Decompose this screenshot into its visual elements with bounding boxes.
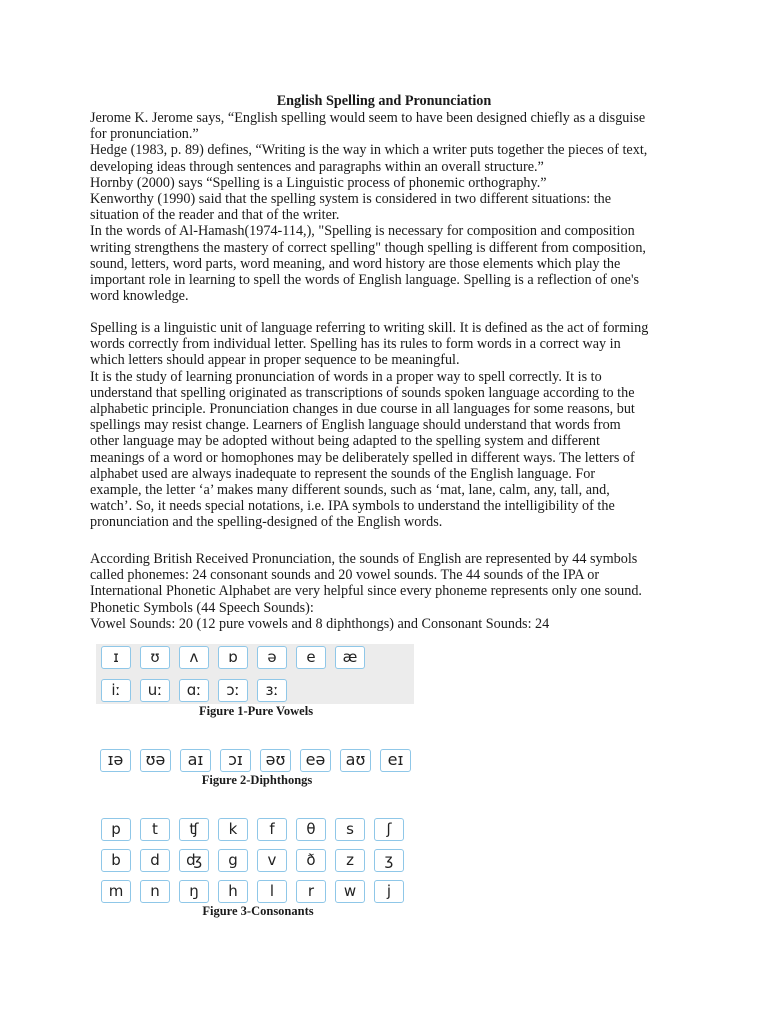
intro-section <box>90 110 650 304</box>
paragraph: Spelling is a linguistic unit of language referring to writing skill. It is defined as the act of forming words correctly from individual letter. Spelling has its rules to form words in a correct way in which letters should appear in proper sequence to be meaningful. <box>90 320 649 369</box>
ipa-symbol: ʊə <box>140 749 171 772</box>
ipa-symbol: j <box>374 880 404 903</box>
ipa-symbol: ʊ <box>140 646 170 669</box>
figure-caption: Figure 3-Consonants <box>202 904 314 918</box>
ipa-symbol: z <box>335 849 365 872</box>
ipa-symbol: f <box>257 818 287 841</box>
ipa-symbol: θ <box>296 818 326 841</box>
ipa-symbol: l <box>257 880 287 903</box>
ipa-symbol: aʊ <box>340 749 371 772</box>
ipa-symbol: r <box>296 880 326 903</box>
ipa-symbol: ɔɪ <box>220 749 251 772</box>
ipa-symbol: ɑː <box>179 679 209 702</box>
ipa-symbol: aɪ <box>180 749 211 772</box>
ipa-symbol: ɜː <box>257 679 287 702</box>
document-title: English Spelling and Pronunciation <box>276 93 492 109</box>
ipa-symbol: t <box>140 818 170 841</box>
ipa-symbol: ʃ <box>374 818 404 841</box>
symbol-row <box>101 679 287 702</box>
symbol-row <box>101 646 365 669</box>
ipa-symbol: b <box>101 849 131 872</box>
symbol-row <box>100 749 411 772</box>
ipa-symbol: h <box>218 880 248 903</box>
ipa-symbol: ə <box>257 646 287 669</box>
ipa-symbol: d <box>140 849 170 872</box>
ipa-symbol: k <box>218 818 248 841</box>
phonetics-section <box>90 551 650 632</box>
ipa-symbol: ɒ <box>218 646 248 669</box>
ipa-symbol: ɪə <box>100 749 131 772</box>
ipa-symbol: iː <box>101 679 131 702</box>
ipa-symbol: w <box>335 880 365 903</box>
ipa-symbol: ʌ <box>179 646 209 669</box>
ipa-symbol: ɪ <box>101 646 131 669</box>
ipa-symbol: ʒ <box>374 849 404 872</box>
ipa-symbol: e <box>296 646 326 669</box>
paragraph: According British Received Pronunciation, the sounds of English are represented by 44 symbols called phonemes: 24 consonant sounds and 20 vowel sounds. The 44 sounds of the IPA or International Phonetic Alphabet are very helpful since every phoneme represents only one sound. <box>90 551 642 600</box>
pure-vowels-chart <box>96 644 414 704</box>
figure-caption: Figure 1-Pure Vowels <box>198 704 314 718</box>
ipa-symbol: uː <box>140 679 170 702</box>
symbol-row <box>101 880 404 903</box>
symbol-row <box>101 849 404 872</box>
ipa-symbol: p <box>101 818 131 841</box>
paragraph: Jerome K. Jerome says, “English spelling would seem to have been designed chiefly as a disguise for pronunciation.” <box>90 110 646 143</box>
paragraph: Kenworthy (1990) said that the spelling system is considered in two different situations: the situation of the reader and that of the writer. <box>90 191 612 224</box>
consonants-chart <box>98 815 414 907</box>
ipa-symbol: ð <box>296 849 326 872</box>
figure-caption: Figure 2-Diphthongs <box>201 773 313 787</box>
ipa-symbol: eə <box>300 749 331 772</box>
paragraph: In the words of Al-Hamash(1974-114,), "Spelling is necessary for composition and composition writing strengthens the mastery of correct spelling" though spelling is different from composition, sound, letters, word parts, word meaning, and word history are those elements which play the important role in learning to spell the words of English language. Spelling is a reflection of one's word knowledge. <box>90 223 646 305</box>
ipa-symbol: ʤ <box>179 849 209 872</box>
ipa-symbol: v <box>257 849 287 872</box>
symbol-row <box>101 818 404 841</box>
paragraph: Hornby (2000) says “Spelling is a Linguistic process of phonemic orthography.” <box>90 174 547 191</box>
spelling-section <box>90 320 650 531</box>
ipa-symbol: g <box>218 849 248 872</box>
ipa-symbol: æ <box>335 646 365 669</box>
ipa-symbol: əʊ <box>260 749 291 772</box>
paragraph: It is the study of learning pronunciation of words in a proper way to spell correctly. It is to understand that spelling originated as transcriptions of sounds spoken language according to the alphabetic principle. Pronunciation changes in due course in all languages for some reasons, but spellings may resist change. Learners of English language should understand that words from other language may be adopted without being adapted to the spelling system and different meanings of a word or homophones may be deliberately spelled in different ways. The letters of alphabet used are always inadequate to represent the sounds of the English language. For example, the letter ‘a’ makes many different sounds, such as ‘mat, lane, calm, any, tall, and, watch’. So, it needs special notations, i.e. IPA symbols to understand the intelligibility of the pronunciation and the spelling-designed of the English words. <box>90 368 635 531</box>
ipa-symbol: m <box>101 880 131 903</box>
paragraph: Hedge (1983, p. 89) defines, “Writing is the way in which a writer puts together the pieces of text, developing ideas through sentences and paragraphs within an overall structure.” <box>90 142 648 175</box>
ipa-symbol: n <box>140 880 170 903</box>
ipa-symbol: ɔː <box>218 679 248 702</box>
paragraph: Vowel Sounds: 20 (12 pure vowels and 8 diphthongs) and Consonant Sounds: 24 <box>90 615 550 632</box>
ipa-symbol: ʧ <box>179 818 209 841</box>
ipa-symbol: ŋ <box>179 880 209 903</box>
ipa-symbol: eɪ <box>380 749 411 772</box>
ipa-symbol: s <box>335 818 365 841</box>
paragraph: Phonetic Symbols (44 Speech Sounds): <box>90 599 314 616</box>
